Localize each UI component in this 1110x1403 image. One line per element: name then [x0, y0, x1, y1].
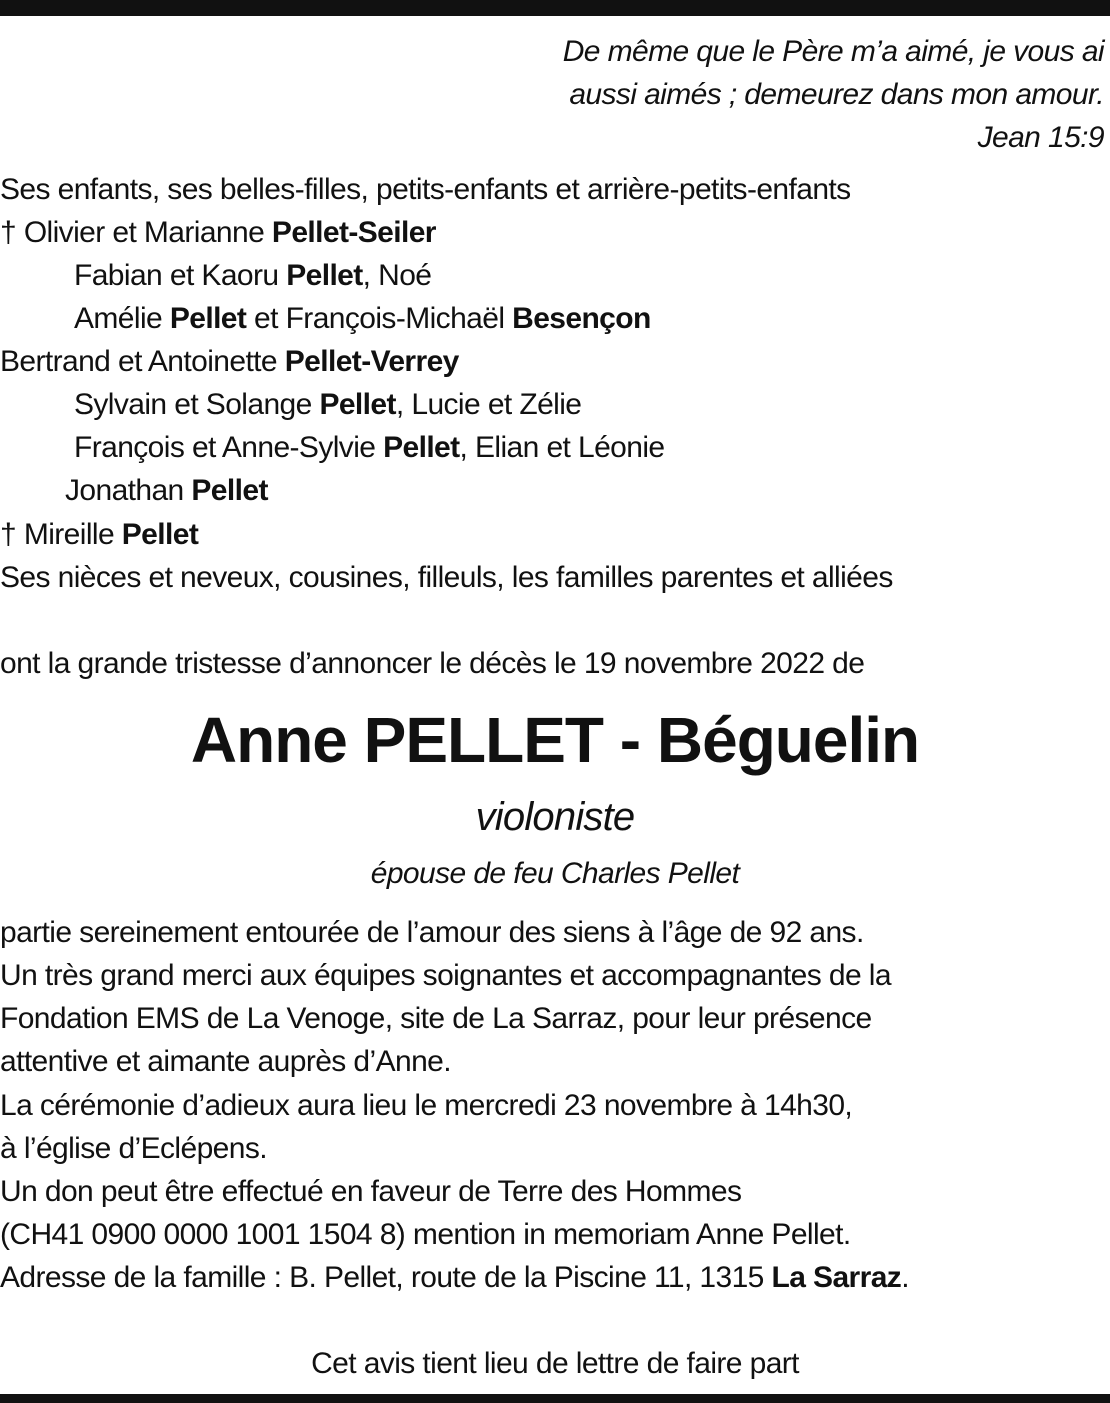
amelie-surname: Pellet [169, 302, 247, 335]
body-line-6: à l’église d’Eclépens. [0, 1132, 267, 1165]
family-line-sylvain [74, 383, 581, 426]
body-line-7: Un don peut être effectué en faveur de Terre des Hommes [0, 1175, 742, 1208]
closing-note: Cet avis tient lieu de lettre de faire part [311, 1347, 799, 1380]
family-line-fabian [74, 254, 431, 297]
verse-reference: Jean 15:9 [977, 121, 1104, 154]
sylvain-surname: Pellet [319, 388, 396, 421]
francois-surname: Pellet [383, 431, 460, 464]
family-intro: Ses enfants, ses belles-filles, petits-enfants et arrière-petits-enfants [0, 173, 851, 206]
jonathan-name: Jonathan [65, 474, 192, 507]
mireille-name: † Mireille [0, 518, 122, 551]
family-relatives: Ses nièces et neveux, cousines, filleuls, les familles parentes et alliées [0, 561, 893, 594]
amelie-name: Amélie [74, 302, 170, 335]
family-line-jonathan [65, 469, 268, 512]
francois-names: François et Anne-Sylvie [74, 431, 384, 464]
fabian-children: , Noé [362, 259, 432, 292]
francois-children: , Elian et Léonie [459, 431, 665, 464]
address-text: Adresse de la famille : B. Pellet, route de la Piscine 11, 1315 [0, 1261, 772, 1294]
olivier-names: † Olivier et Marianne [0, 216, 272, 249]
body-line-2: Un très grand merci aux équipes soignantes et accompagnantes de la [0, 959, 891, 992]
address-period: . [901, 1261, 909, 1294]
family-line-mireille [0, 513, 198, 556]
family-line-amelie [74, 297, 651, 340]
family-line-bertrand [0, 340, 459, 383]
fabian-surname: Pellet [286, 259, 363, 292]
deceased-spouse: épouse de feu Charles Pellet [370, 857, 740, 890]
body-line-4: attentive et aimante auprès d’Anne. [0, 1045, 451, 1078]
announcement-text: ont la grande tristesse d’annoncer le décès le 19 novembre 2022 de [0, 647, 865, 680]
bertrand-surname: Pellet-Verrey [284, 345, 459, 378]
amelie-partner-name: et François-Michaël [246, 302, 513, 335]
body-line-1: partie sereinement entourée de l’amour des siens à l’âge de 92 ans. [0, 916, 864, 949]
top-border-rule [0, 0, 1110, 16]
body-line-8: (CH41 0900 0000 1001 1504 8) mention in memoriam Anne Pellet. [0, 1218, 851, 1251]
sylvain-names: Sylvain et Solange [74, 388, 320, 421]
deceased-name: Anne PELLET - Béguelin [190, 704, 920, 776]
family-address [0, 1256, 909, 1299]
body-line-3: Fondation EMS de La Venoge, site de La Sarraz, pour leur présence [0, 1002, 872, 1035]
verse-line-2: aussi aimés ; demeurez dans mon amour. [569, 78, 1104, 111]
olivier-surname: Pellet-Seiler [271, 216, 436, 249]
amelie-partner-surname: Besençon [512, 302, 651, 335]
jonathan-surname: Pellet [191, 474, 268, 507]
bottom-border-rule [0, 1394, 1110, 1403]
bertrand-names: Bertrand et Antoinette [0, 345, 285, 378]
family-line-olivier [0, 211, 436, 254]
sylvain-children: , Lucie et Zélie [395, 388, 582, 421]
body-line-5: La cérémonie d’adieux aura lieu le mercredi 23 novembre à 14h30, [0, 1089, 853, 1122]
verse-line-1: De même que le Père m’a aimé, je vous ai [562, 35, 1104, 68]
family-line-francois [74, 426, 665, 469]
deceased-occupation: violoniste [475, 795, 635, 839]
fabian-names: Fabian et Kaoru [74, 259, 287, 292]
address-city: La Sarraz [771, 1261, 902, 1294]
mireille-surname: Pellet [121, 518, 199, 551]
